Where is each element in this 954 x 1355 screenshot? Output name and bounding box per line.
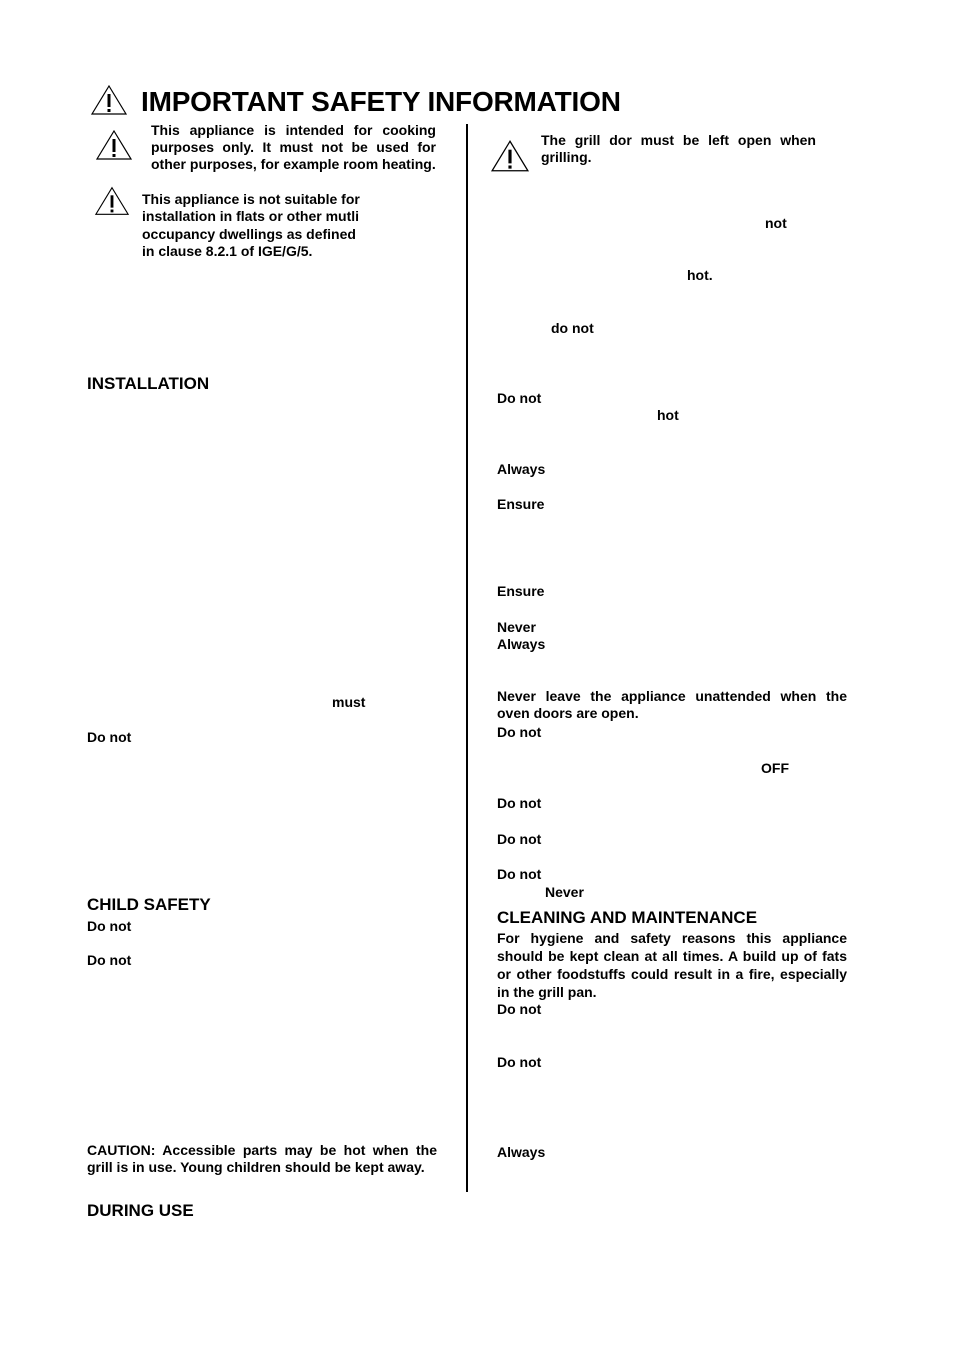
warning-flats-line: This appliance is not suitable for [142,191,360,207]
emphasis-word: not [765,215,787,231]
emphasis-word: Do not [497,390,542,406]
unattended-warning: Never leave the appliance unattended when the oven doors are open. [497,688,847,721]
warning-triangle-icon [94,185,130,217]
installation-heading: INSTALLATION [87,374,210,393]
emphasis-word: Do not [497,795,542,811]
emphasis-word: Do not [497,866,542,882]
emphasis-word: OFF [761,760,789,776]
emphasis-word: Always [497,461,546,477]
emphasis-word: Do not [497,724,542,740]
warning-flats-line: occupancy dwellings as defined [142,226,356,242]
emphasis-word: Do not [497,1001,542,1017]
warning-flats-line: installation in flats or other mutli [142,208,360,224]
emphasis-word: Always [497,1144,546,1160]
emphasis-word: Ensure [497,583,545,599]
emphasis-word: hot. [687,267,713,283]
warning-triangle-icon [95,129,133,161]
emphasis-word: Never [497,619,536,635]
emphasis-word: Do not [497,1054,542,1070]
emphasis-word: must [332,694,366,710]
emphasis-word: Do not [87,918,132,934]
emphasis-word: do not [551,320,594,336]
emphasis-word: Do not [87,952,132,968]
emphasis-word: Always [497,636,546,652]
during-use-heading: DURING USE [87,1201,194,1220]
child-safety-heading: CHILD SAFETY [87,895,211,914]
warning-flats-line: in clause 8.2.1 of IGE/G/5. [142,243,313,259]
warning-triangle-icon [90,84,128,116]
emphasis-word: hot [657,407,679,423]
emphasis-word: Ensure [497,496,545,512]
emphasis-word: Do not [497,831,542,847]
warning-triangle-icon [490,139,530,173]
cleaning-text: For hygiene and safety reasons this appliance should be kept clean at all times. A build up of fats or other foodstuffs could result in a fire, especially in the grill pan. [497,930,847,1000]
emphasis-word: Never [545,884,584,900]
column-divider [466,124,468,1192]
warning-grill-door: The grill dor must be left open when grilling. [541,132,816,165]
cleaning-heading: CLEANING AND MAINTENANCE [497,908,758,927]
emphasis-word: Do not [87,729,132,745]
warning-cooking-purposes: This appliance is intended for cooking purposes only. It must not be used for other purposes, for example room heating. [151,122,436,172]
page-title: IMPORTANT SAFETY INFORMATION [141,86,621,117]
caution-text: CAUTION: Accessible parts may be hot when the grill is in use. Young children should be kept away. [87,1142,437,1175]
